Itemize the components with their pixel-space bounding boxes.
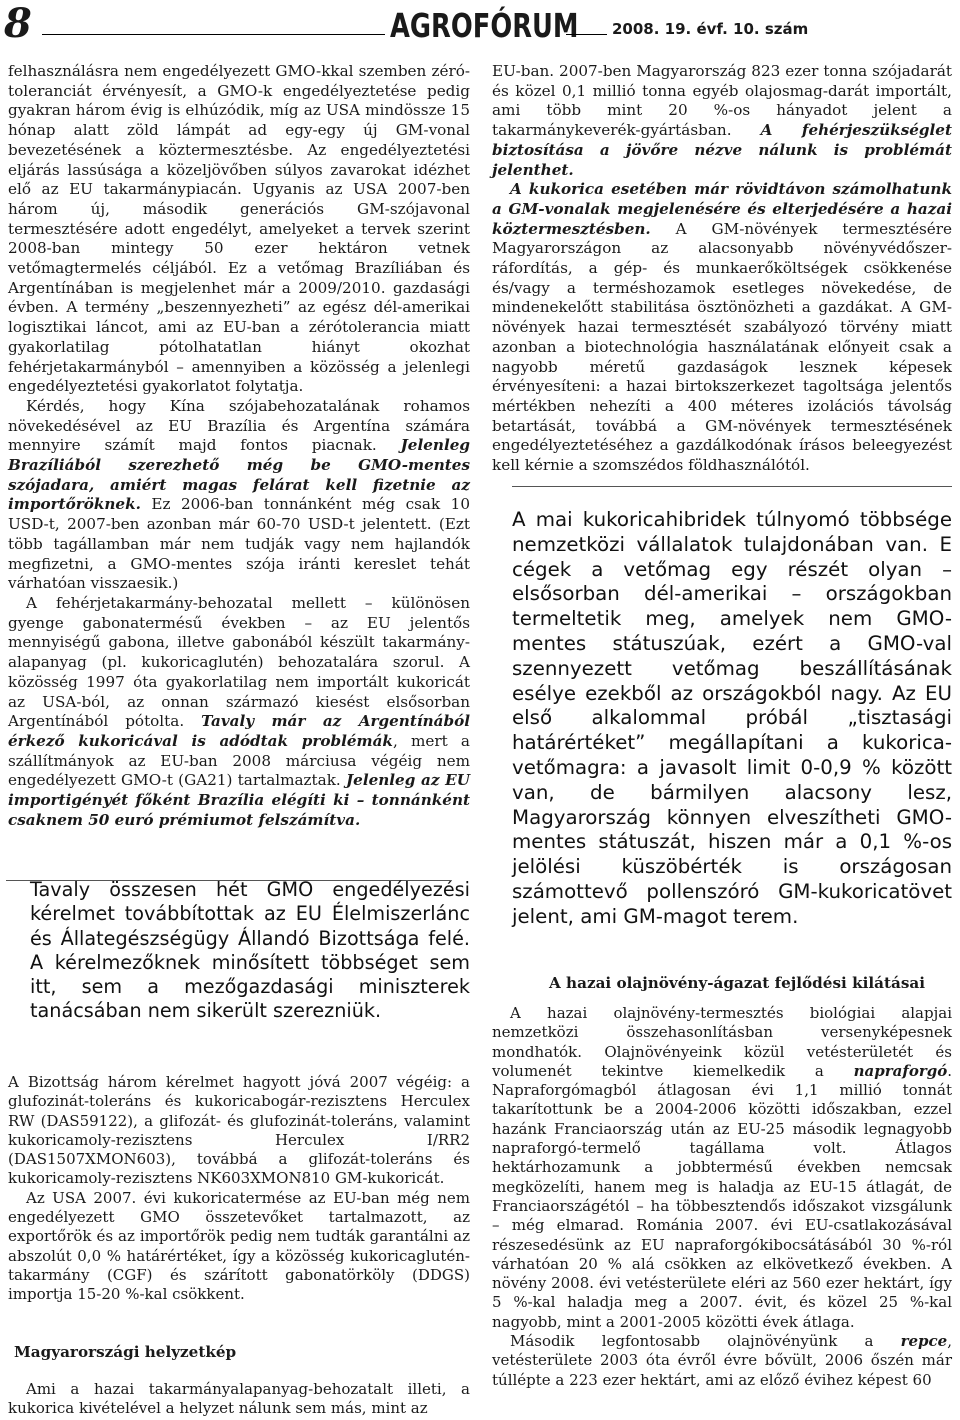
emphasis: napraforgó bbox=[853, 1061, 948, 1080]
section-heading: Magyarországi helyzetkép bbox=[14, 1343, 237, 1361]
paragraph: Kérdés, hogy Kína szójabehozatalának rohamos növekedésével az EU Brazília és Argentína számára mennyire számít majd fontos piacnak. Jelenleg Brazíliából szerezhető még be GMO-mentes szójadara, amiért magas felárat kell fizetnie az importőröknek. Ez 2006-ban tonnánként még csak 10 USD-t, 2007-ben azonban már 60-70 USD-t jelentett. (Ezt több tagállamban már nem tudják vagy nem hajlandók megfizetni, a GMO-mentes szója iránti kereslet tehát várhatóan visszaesik.) bbox=[8, 396, 470, 593]
pull-quote-text: Tavaly összesen hét GMO engedélyezési kérelmet továbbítottak az EU Élelmiszerlánc és Állategészségügy Állandó Bizottsága felé. A kérelmezőknek minősített többséget sem itt, sem a mezőgazdasági miniszterek tanácsában nem sikerült szerezniük. bbox=[30, 878, 470, 1023]
emphasis: A kukorica esetében már rövidtávon számolhatunk a GM-vonalak megjelenésére és elterjedésére a hazai köztermesztésben. bbox=[492, 180, 952, 238]
section-heading: A hazai olajnövény-ágazat fejlődési kilátásai bbox=[548, 974, 925, 992]
pull-quote-rule bbox=[512, 486, 952, 487]
paragraph: Második legfontosabb olajnövényünk a repce, vetésterülete 2003 óta évről évre bővült, 2006 őszén már túllépte a 223 ezer hektárt, ami az előző évihez képest 60 bbox=[492, 1332, 952, 1389]
page-header bbox=[0, 0, 960, 50]
header-rule-right bbox=[566, 34, 607, 35]
right-lower-text bbox=[492, 1004, 952, 1390]
left-bottom-text bbox=[8, 1380, 470, 1419]
paragraph: Az USA 2007. évi kukoricatermése az EU-ban még nem engedélyezett GMO összetevőket tartalmazott, az exportőrök és az importőrök pedig nem tudták garantálni az abszolút 0,0 % határértéket, így a közösség kukoricaglutén-takarmány (CGF) és szárított gabonatörköly (DDGS) importja 15-20 %-kal csökkent. bbox=[8, 1188, 470, 1304]
emphasis: Jelenleg Brazíliából szerezhető még be GMO-mentes szójadara, amiért magas felárat kell fizetnie az importőröknek. bbox=[8, 436, 470, 514]
emphasis: Jelenleg az EU importigényét főként Brazília elégíti ki – tonnánként csaknem 50 euró prémiumot felszámítva. bbox=[8, 771, 470, 829]
pull-quote-right bbox=[512, 486, 952, 928]
left-column bbox=[8, 62, 470, 830]
paragraph: Ami a hazai takarmányalapanyag-behozatalt illeti, a kukorica kivételével a helyzet nálunk sem más, mint az bbox=[8, 1380, 470, 1418]
pull-quote-text: A mai kukoricahibridek túlnyomó többsége nemzetközi vállalatok tulajdonában van. E cégek a vetőmag egy részét olyan – elsősorban dél-amerikai – országokban termeltetik meg, amelyek nem GMO-mentes státuszúak, ezért a GMO-val szennyezett vetőmag beszállításának esélye ezekből az országokból nagy. Az EU első alkalommal próbál „tisztasági határértéket” megállapítani a kukorica-vetőmagra: a javasolt limit 0-0,9 % között van, de bármilyen alacsony lesz, Magyarország könnyen elveszítheti GMO-mentes státuszát, hiszen már a 0,1 %-os jelölési küszöbérték is országosan számottevő pollenszóró GM-kukoricatövet jelent, ami GM-magot terem. bbox=[512, 508, 952, 928]
emphasis: repce bbox=[900, 1332, 948, 1351]
paragraph: A fehérjetakarmány-behozatal mellett – különösen gyenge gabonatermésű években – az EU jelentős mennyiségű gabona, illetve gabonából készült takarmány-alapanyag (pl. kukoricaglutén) behozatalára szorul. A közösség 1997 óta gyakorlatilag nem importált kukoricát az USA-ból, az onnan származó kiesést elsősorban Argentínából pótolta. Tavaly már az Argentínából érkező kukoricával is adódtak problémák, mert a szállítmányok az EU-ban 2008 márciusa végéig nem engedélyezett GMO-t (GA21) tartalmaztak. Jelenleg az EU importigényét főként Brazília elégíti ki – tonnánként csaknem 50 euró prémiumot felszámítva. bbox=[8, 593, 471, 829]
issue-info: 2008. 19. évf. 10. szám bbox=[612, 20, 809, 38]
paragraph: A hazai olajnövény-termesztés biológiai alapjai nemzetközi összehasonlításban versenyképesnek mondhatók. Olajnövényeink közül vetésterületét és volumenét tekintve kiemelkedik a napraforgó. Napraforgómagból átlagosan évi 1,1 millió tonnát takarítottunk be a 2004-2006 közötti időszakban, ezzel hazánk Franciaország után az EU-25 második legnagyobb napraforgó-termelő tagállama volt. Átlagos hektárhozamunk a jobbtermésű években nemcsak megközelíti, hanem meg is haladja az EU-15 átlagát, de Franciaországétól – ha többesztendős időszakot vizsgálunk – még elmarad. Románia 2007. évi EU-csatlakozásával részesedésünk az EU napraforgókibocsátásából 30 %-ról várhatóan 20 % alá csökken az elkövetkező években. A növény 2008. évi vetésterülete eléri az 560 ezer hektárt, így 5 %-kal haladja meg a 2007. évit, és közel 25 %-kal nagyobb, mint a 2001-2005 közötti évek átlaga. bbox=[492, 1004, 952, 1331]
page-number: 8 bbox=[4, 0, 32, 47]
header-rule-left bbox=[42, 34, 385, 35]
left-lower-text bbox=[8, 1073, 470, 1305]
pull-quote-left bbox=[6, 880, 470, 1052]
paragraph: A Bizottság három kérelmet hagyott jóvá 2007 végéig: a glufozinát-toleráns és kukoricabogár-rezisztens Herculex RW (DAS59122), a glifozát- és glufozinát-toleráns, valamint kukoricamoly-rezisztens Herculex I/RR2 (DAS1507XMON603), továbbá a glifozát-toleráns és kukoricamoly-rezisztens NK603XMON810 GM-kukoricát. bbox=[8, 1073, 470, 1188]
paragraph: EU-ban. 2007-ben Magyarország 823 ezer tonna szójadarát és közel 0,1 millió tonna egyéb olajosmag-darát importált, ami több mint 20 %-os hányadot jelent a takarmánykeverék-gyártásban. A fehérjeszükséglet biztosítása a jövőre nézve nálunk is problémát jelenthet. bbox=[492, 62, 952, 179]
emphasis: Tavaly már az Argentínából érkező kukoricával is adódtak problémák bbox=[8, 712, 471, 750]
paragraph: felhasználásra nem engedélyezett GMO-kkal szemben zéró-toleranciát érvényesít, a GMO-k engedélyeztetése pedig gyakran három évig is elhúzódik, míg az USA mindössze 15 hónap alatt zöld lámpát ad egy-egy új GM-vonal bevezetésének a köztermesztésbe. Az engedélyeztetési eljárás lassúsága a közeljövőben súlyos zavarokat idézhet elő az EU takarmánypiacán. Ugyanis az USA 2007-ben három új, második generációs GM-szójavonal termesztésére adott engedélyt, amelyeket a tervek szerint 2008-ban mintegy 50 ezer hektáron vetnek vetőmagtermelés céljából. Ez a vetőmag Brazíliában és Argentínában is megjelenhet már a 2009/2010. gazdasági évben. A termény „beszennyezheti” az egész dél-amerikai logisztikai láncot, ami az EU-ban a zérótolerancia miatt gyakorlatilag pótolhatatlan hiányt okozhat fehérjetakarmányból – amennyiben a közösség a jelenlegi engedélyeztetési gyakorlatot folytatja. bbox=[8, 62, 470, 396]
magazine-title: AGROFÓRUM bbox=[390, 6, 579, 45]
paragraph: A kukorica esetében már rövidtávon számolhatunk a GM-vonalak megjelenésére és elterjedésére a hazai köztermesztésben. A GM-növények termesztésére Magyarországon az alacsonyabb növényvédőszer-ráfordítás, a gép- és munkaerőköltségek csökkenése és/vagy a terméshozamok esetleges növekedése, de mindenekelőtt stabilitása ösztönözheti a gazdákat. A GM-növények hazai termesztését szabályozó törvény miatt azonban a biotechnológia használatának előnyeit csak a nagyobb méretű gazdaságok lesznek képesek érvényesíteni: a hazai birtokszerkezet tagoltsága jelentős mértékben nehezíti a 400 méteres izolációs távolság betartását, továbbá a GM-növények termesztésének engedélyeztetéséhez a gazdálkodónak írásos beleegyezést kell kérnie a szomszédos földhasználótól. bbox=[492, 180, 952, 475]
right-column bbox=[492, 62, 952, 476]
emphasis: A fehérjeszükséglet biztosítása a jövőre nézve nálunk is problémát jelenthet. bbox=[492, 121, 952, 179]
